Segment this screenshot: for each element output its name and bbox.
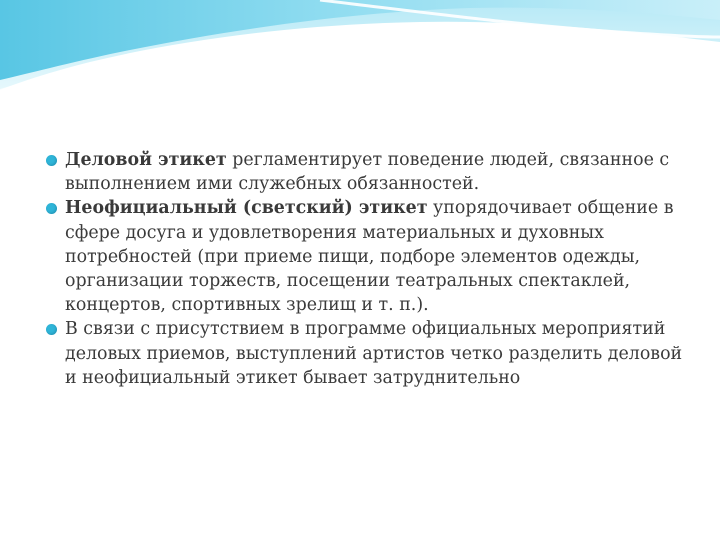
bullet-dot-icon xyxy=(46,155,57,166)
bullet-text: регламентирует поведение людей, связанное с выполнением ими служебных обязанностей. xyxy=(65,150,670,195)
bullet-list xyxy=(44,148,684,390)
bullet-item-official-events xyxy=(44,317,684,390)
bullet-term: Неофициальный (светский) этикет xyxy=(65,198,428,219)
bullet-text: В связи с присутствием в программе официальных мероприятий деловых приемов, выступлений артистов четко разделить деловой и неофициальный этикет бывает затруднительно xyxy=(65,319,683,388)
bullet-item-informal-etiquette xyxy=(44,196,684,317)
bullet-term: Деловой этикет xyxy=(65,150,227,170)
bullet-dot-icon xyxy=(46,203,57,214)
header-wave-decoration xyxy=(0,0,720,110)
bullet-dot-icon xyxy=(46,324,57,335)
bullet-text: упорядочивает общение в сфере досуга и удовлетворения материальных и духовных потребностей (при приеме пищи, подборе элементов одежды, организации торжеств, посещении театральных спектаклей, концертов, спортивных зрелищ и т. п.). xyxy=(65,198,674,316)
slide-content xyxy=(44,148,684,390)
bullet-item-business-etiquette xyxy=(44,148,684,196)
